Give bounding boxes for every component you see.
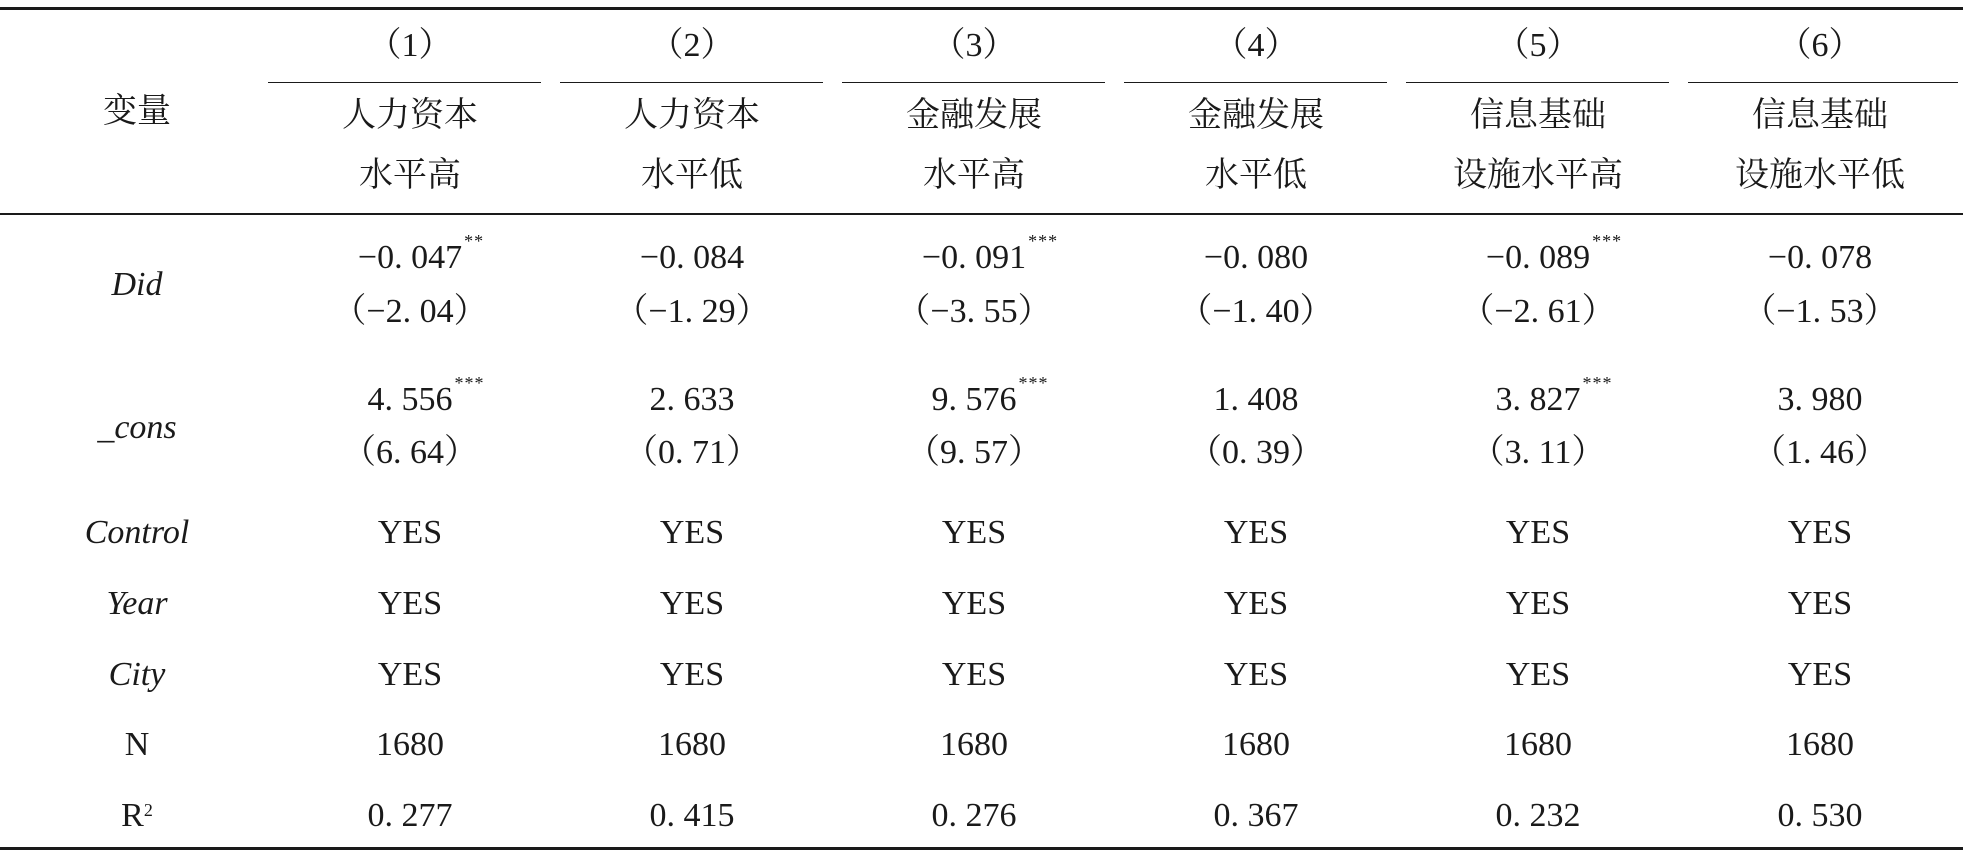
cons-coefficient: 3. 980 [1777, 381, 1863, 418]
variable-header: 变量 [103, 93, 171, 130]
did-t-statistic: （−2. 04） [332, 293, 488, 330]
cons-t-statistic: （9. 57） [906, 434, 1042, 471]
city-value: YES [941, 656, 1007, 693]
cons-t-statistic: （6. 64） [342, 434, 478, 471]
significance-stars: *** [454, 373, 485, 393]
significance-stars: *** [1028, 231, 1059, 251]
column-title-line2: 水平高 [359, 157, 461, 194]
n-value: 1680 [1786, 726, 1854, 763]
significance-stars: *** [1018, 373, 1049, 393]
cons-coefficient: 1. 408 [1213, 381, 1299, 418]
r-squared-value: 0. 367 [1213, 797, 1299, 834]
r-squared-value: 0. 276 [931, 797, 1017, 834]
column-number: （5） [1495, 27, 1581, 64]
row-label-n: N [124, 726, 150, 763]
significance-stars: *** [1592, 231, 1623, 251]
year-value: YES [1223, 585, 1289, 622]
did-coefficient: −0. 084 [639, 239, 745, 276]
column-title-line2: 水平低 [641, 157, 743, 194]
cons-coefficient: 4. 556 *** [367, 373, 485, 418]
r-squared-value: 0. 277 [367, 797, 453, 834]
column-title-line2: 设施水平高 [1453, 157, 1623, 194]
city-value: YES [377, 656, 443, 693]
column-title-line1: 人力资本 [624, 97, 760, 134]
did-coefficient: −0. 091 *** [921, 231, 1059, 276]
column-subrule [1688, 82, 1958, 83]
cons-coefficient: 3. 827 *** [1495, 373, 1613, 418]
column-number: （4） [1213, 27, 1299, 64]
n-value: 1680 [940, 726, 1008, 763]
control-value: YES [1223, 514, 1289, 551]
row-label-r-squared: $R^2$ [121, 797, 153, 834]
n-value: 1680 [1504, 726, 1572, 763]
control-value: YES [1505, 514, 1571, 551]
row-label-year: Year [106, 585, 168, 622]
column-subrule [842, 82, 1105, 83]
column-title-line1: 金融发展 [906, 97, 1042, 134]
did-coefficient: −0. 080 [1203, 239, 1309, 276]
cons-t-statistic: （0. 71） [624, 434, 760, 471]
year-value: YES [377, 585, 443, 622]
year-value: YES [659, 585, 725, 622]
column-title-line1: 信息基础 [1752, 97, 1888, 134]
city-value: YES [659, 656, 725, 693]
superscript-two: 2 [143, 800, 153, 820]
year-value: YES [1787, 585, 1853, 622]
table-bottom-rule [0, 847, 1963, 850]
table-header-rule [0, 213, 1963, 215]
row-label-did: Did [111, 266, 163, 303]
cons-coefficient: 9. 576 *** [931, 373, 1049, 418]
column-title-line1: 信息基础 [1470, 97, 1606, 134]
significance-stars: ** [464, 231, 485, 251]
control-value: YES [941, 514, 1007, 551]
row-label-city: City [108, 656, 166, 693]
n-value: 1680 [658, 726, 726, 763]
column-title-line1: 人力资本 [342, 97, 478, 134]
control-value: YES [1787, 514, 1853, 551]
column-subrule [1406, 82, 1669, 83]
did-t-statistic: （−3. 55） [896, 293, 1052, 330]
city-value: YES [1787, 656, 1853, 693]
column-number: （6） [1777, 27, 1863, 64]
did-coefficient: −0. 078 [1767, 239, 1873, 276]
did-t-statistic: （−1. 53） [1742, 293, 1898, 330]
year-value: YES [941, 585, 1007, 622]
n-value: 1680 [1222, 726, 1290, 763]
column-title-line2: 设施水平低 [1735, 157, 1905, 194]
table-top-rule [0, 7, 1963, 10]
column-title-line2: 水平高 [923, 157, 1025, 194]
column-subrule [560, 82, 823, 83]
row-label-cons: _cons [97, 409, 177, 446]
column-number: （2） [649, 27, 735, 64]
n-value: 1680 [376, 726, 444, 763]
control-value: YES [377, 514, 443, 551]
cons-coefficient: 2. 633 [649, 381, 735, 418]
column-subrule [268, 82, 541, 83]
year-value: YES [1505, 585, 1571, 622]
did-t-statistic: （−1. 29） [614, 293, 770, 330]
did-coefficient: −0. 089 *** [1485, 231, 1623, 276]
r-squared-value: 0. 232 [1495, 797, 1581, 834]
column-title-line1: 金融发展 [1188, 97, 1324, 134]
column-number: （1） [367, 27, 453, 64]
row-label-control: Control [84, 514, 190, 551]
control-value: YES [659, 514, 725, 551]
column-number: （3） [931, 27, 1017, 64]
cons-t-statistic: （3. 11） [1470, 434, 1606, 471]
column-title-line2: 水平低 [1205, 157, 1307, 194]
city-value: YES [1505, 656, 1571, 693]
did-t-statistic: （−2. 61） [1460, 293, 1616, 330]
did-t-statistic: （−1. 40） [1178, 293, 1334, 330]
did-coefficient: −0. 047 ** [357, 231, 485, 276]
city-value: YES [1223, 656, 1289, 693]
r-squared-value: 0. 415 [649, 797, 735, 834]
significance-stars: *** [1582, 373, 1613, 393]
r-squared-value: 0. 530 [1777, 797, 1863, 834]
cons-t-statistic: （0. 39） [1188, 434, 1324, 471]
cons-t-statistic: （1. 46） [1752, 434, 1888, 471]
column-subrule [1124, 82, 1387, 83]
